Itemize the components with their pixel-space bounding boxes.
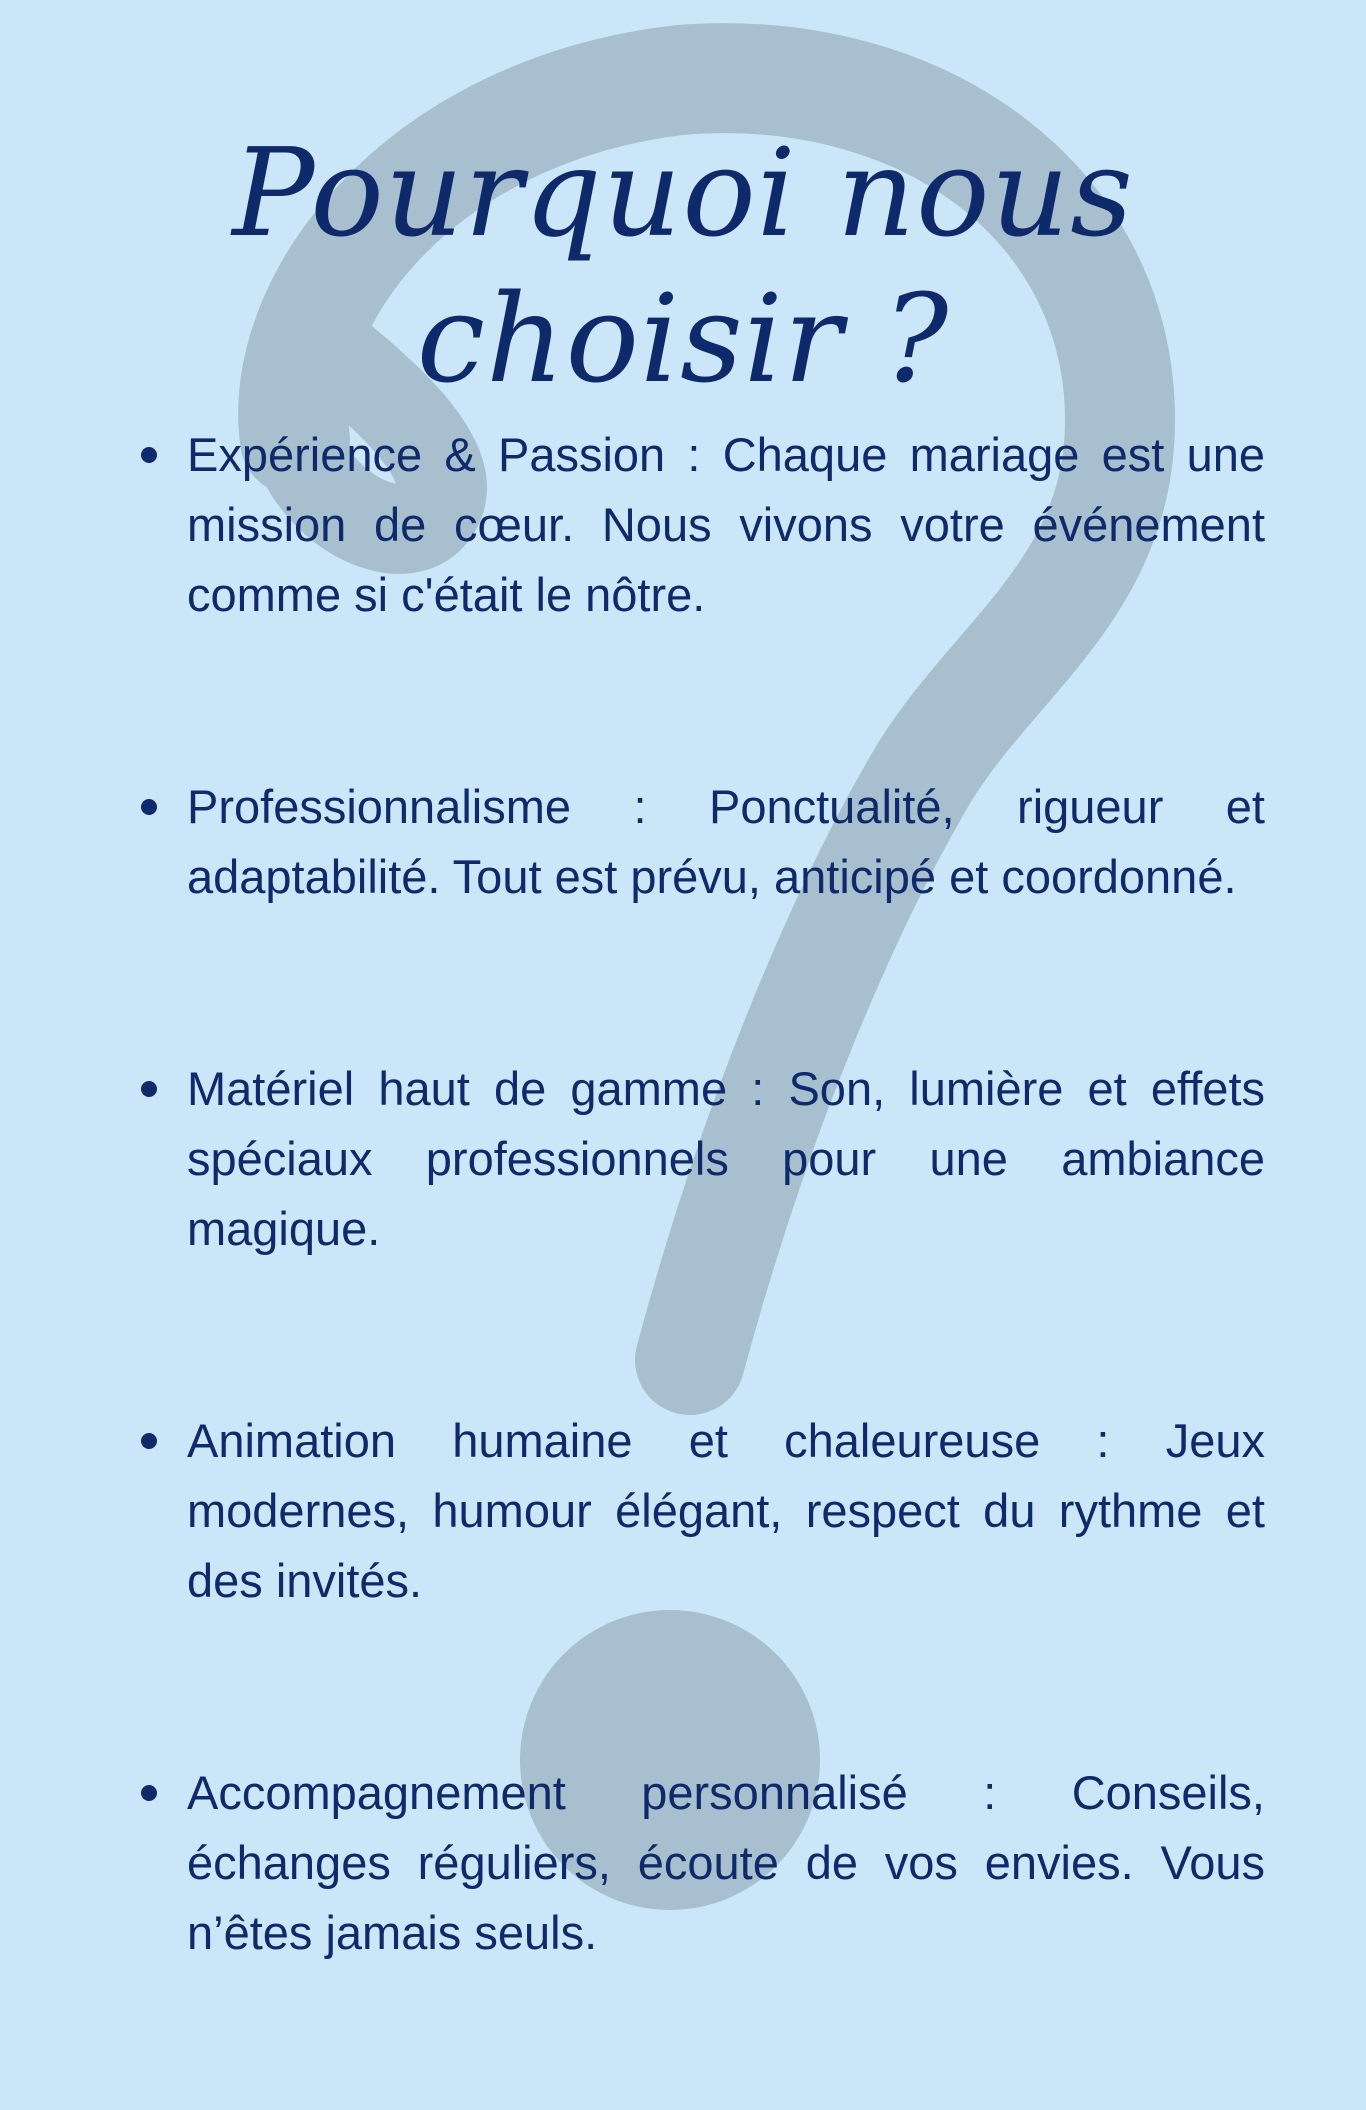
bullet-icon [141,1785,157,1801]
benefits-list [135,420,1265,2110]
list-item-text: Animation humaine et chaleureuse : Jeux modernes, humour élégant, respect du rythme et des invités. [187,1414,1265,1607]
list-item-text: Matériel haut de gamme : Son, lumière et effets spéciaux professionnels pour une ambiance magique. [187,1062,1265,1255]
page-title: Pourquoi nous choisir ? [232,122,1134,411]
list-item [135,1758,1265,1968]
bullet-icon [141,447,157,463]
list-item [135,772,1265,912]
bullet-icon [141,1081,157,1097]
bullet-icon [141,799,157,815]
list-item-text: Professionnalisme : Ponctualité, rigueur et adaptabilité. Tout est prévu, anticipé et coordonné. [187,780,1265,903]
list-item-text: Expérience & Passion : Chaque mariage est une mission de cœur. Nous vivons votre événement comme si c'était le nôtre. [187,428,1265,621]
list-item [135,420,1265,630]
bullet-icon [141,1433,157,1449]
list-item [135,1054,1265,1264]
list-item [135,1406,1265,1616]
list-item-text: Accompagnement personnalisé : Conseils, échanges réguliers, écoute de vos envies. Vous n’êtes jamais seuls. [187,1766,1265,1959]
